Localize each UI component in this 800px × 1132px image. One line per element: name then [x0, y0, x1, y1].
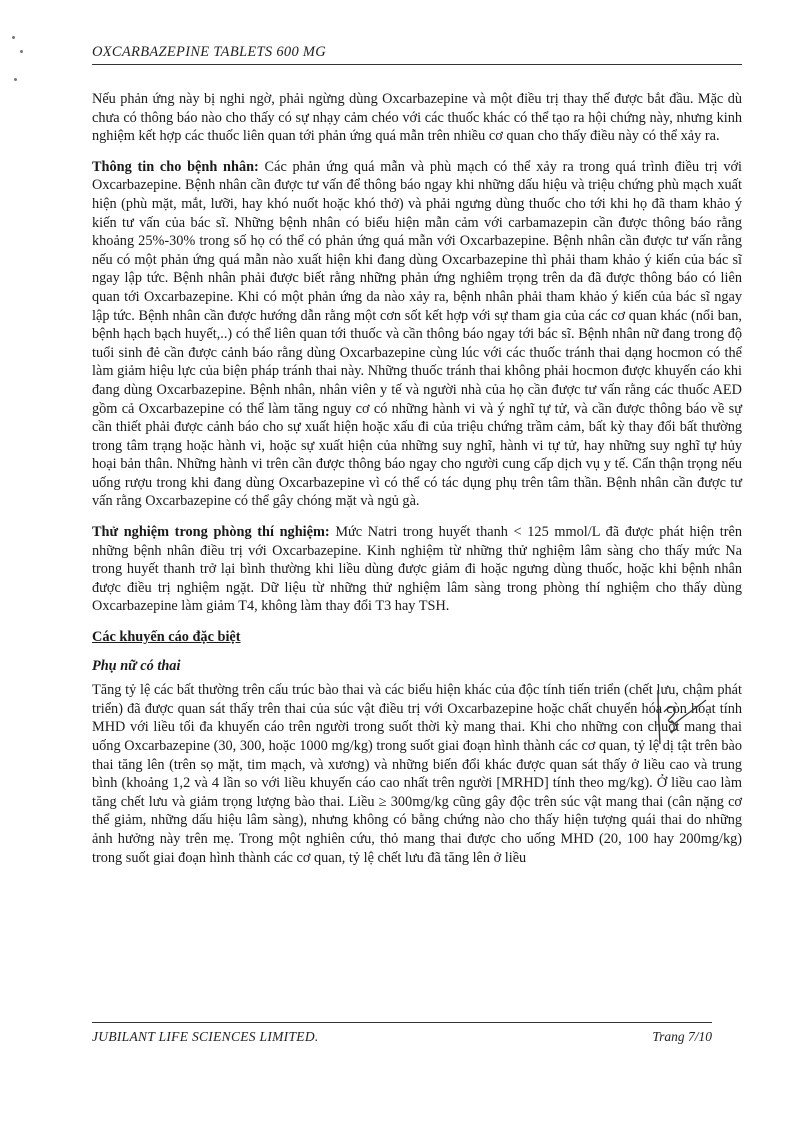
page-number: Trang 7/10 [652, 1029, 712, 1044]
paragraph [92, 158, 742, 511]
document-body [92, 90, 742, 879]
page-header [92, 44, 742, 65]
subsection-title: Phụ nữ có thai [92, 657, 181, 674]
paragraph-text: Các phản ứng quá mẫn và phù mạch có thể xảy ra trong quá trình điều trị với Oxcarbazepine. Bệnh nhân cần được tư vấn để thông báo ngay khi những dấu hiệu và triệu chứng phù mạch xuất hiện (phù mặt, mắt, lưỡi, hay khó nuốt hoặc khó thở) và phải ngưng dùng thuốc cho tới khi họ đã tham khảo ý kiến tư vấn của bác sĩ. Những bệnh nhân có biểu hiện mẫn cảm với carbamazepin cần được thông báo rằng khoảng 25%-30% trong số họ có thể có phản ứng quá mẫn với Oxcarbazepine. Bệnh nhân cần được tư vấn rằng nếu có một phản ứng quá mẫn nào xuất hiện khi đang dùng Oxcarbazepine thì phải tham khảo ý kiến của bác sĩ ngay lập tức. Bệnh nhân phải được biết rằng những phản ứng nghiêm trọng trên da đã được thông báo có liên quan tới Oxcarbazepine. Khi có một phản ứng da nào xảy ra, bệnh nhân phải tham khảo ý kiến của bác sĩ ngay lập tức. Bệnh nhân cần được hướng dẫn rằng một cơn sốt kết hợp với sự tham gia của các cơ quan khác (nổi ban, bệnh hạch bạch huyết,..) có thể liên quan tới thuốc và cần thông báo ngay tới bác sĩ. Bệnh nhân nữ đang trong độ tuổi sinh đẻ cần được cảnh báo rằng dùng Oxcarbazepine cùng lúc với các thuốc tránh thai dạng hocmon có thể làm giảm hiệu lực của biện pháp tránh thai này. Những thuốc tránh thai không phải hocmon được khuyến cáo khi đang dùng Oxcarbazepine. Bệnh nhân, nhân viên y tế và người nhà của họ cần được tư vấn rằng các thuốc AED gồm cả Oxcarbazepine có thể làm tăng nguy cơ có những hành vi và ý nghĩ tự tử, và cần được thông báo về sự cần thiết phải được cảnh báo cho sự xuất hiện hoặc xấu đi của triệu chứng trầm cảm, bất kỳ thay đổi bất thường trong tâm trạng hoặc hành vi, hoặc sự xuất hiện của những suy nghĩ, hành vi tự tử, hay những suy nghĩ tự hủy hoại bản thân. Những hành vi trên cần được thông báo ngay cho người cung cấp dịch vụ y tế. Cẩn thận trọng nếu uống rượu trong khi đang dùng Oxcarbazepine vì có thể có tác dụng phụ trên tâm thần. Bệnh nhân cần được tư vấn rằng Oxcarbazepine có thể gây chóng mặt và ngủ gà. [92, 158, 742, 510]
page-footer [92, 1022, 712, 1045]
margin-mark [14, 78, 17, 81]
paragraph [92, 523, 742, 616]
paragraph-text: Mức Natri trong huyết thanh < 125 mmol/L đã được phát hiện trên những bệnh nhân điều trị với Oxcarbazepine. Kinh nghiệm từ những thử nghiệm lâm sàng cho thấy mức Na trong huyết thanh trở lại bình thường khi liều dùng được giảm đi hoặc ngưng dùng thuốc, hoặc khi bệnh nhân được điều trị nghiệm ngặt. Dữ liệu từ những thử nghiệm lâm sàng trong phòng thí nghiệm cho thấy dùng Oxcarbazepine làm giảm T4, không làm thay đổi T3 hay TSH. [92, 524, 743, 615]
handwritten-signature-icon [640, 686, 712, 748]
margin-mark [20, 50, 23, 53]
paragraph-lead: Thông tin cho bệnh nhân: [92, 158, 259, 175]
paragraph: Tăng tỷ lệ các bất thường trên cấu trúc bào thai và các biểu hiện khác của độc tính tiến triển (chết lưu, chậm phát triển) đã được quan sát thấy trên thai của súc vật điều trị với Oxcarbazepine hoặc chất chuyển hóa còn hoạt tính MHD với liều tối đa khuyến cáo trên người trong suốt thời kỳ mang thai. Khi cho những con chuột mang thai uống Oxcarbazepine (30, 300, hoặc 1000 mg/kg) trong suốt giai đoạn hình thành các cơ quan, tỷ lệ dị tật trên bào thai tăng lên (trên sọ mặt, tim mạch, và xương) và những biến đổi khác được quan sát thấy ở liều cao và trung bình (khoảng 1,2 và 4 lần so với liều khuyến cáo cao nhất trên người [MRHD] tính theo mg/kg). Ở liều cao làm tăng chết lưu và giảm trọng lượng bào thai. Liều ≥ 300mg/kg cũng gây độc trên súc vật mang thai (cân nặng cơ thể giảm, những dấu hiệu lâm sàng), nhưng không có bằng chứng nào cho thấy hiện tượng quái thai do những ảnh hưởng này trên mẹ. Trong một nghiên cứu, thỏ mang thai được cho uống MHD (20, 100 hay 200mg/kg) trong suốt giai đoạn hình thành các cơ quan, tỷ lệ chết lưu đã tăng lên ở liều [92, 682, 742, 866]
company-name: JUBILANT LIFE SCIENCES LIMITED. [92, 1029, 319, 1044]
section-title: Các khuyến cáo đặc biệt [92, 629, 241, 646]
document-title: OXCARBAZEPINE TABLETS 600 MG [92, 44, 327, 60]
paragraph-lead: Thử nghiệm trong phòng thí nghiệm: [92, 524, 330, 541]
paragraph: Nếu phản ứng này bị nghi ngờ, phải ngừng dùng Oxcarbazepine và một điều trị thay thế được bắt đầu. Mặc dù chưa có thông báo nào cho thấy có sự nhạy cảm chéo với các thuốc khác có thể tạo ra hội chứng này, nhưng kinh nghiệm kết hợp các thuốc liên quan tới phản ứng quá mẫn trên nhiều cơ quan cho thấy điều này có thể xảy ra. [92, 91, 742, 145]
margin-mark [12, 36, 15, 39]
